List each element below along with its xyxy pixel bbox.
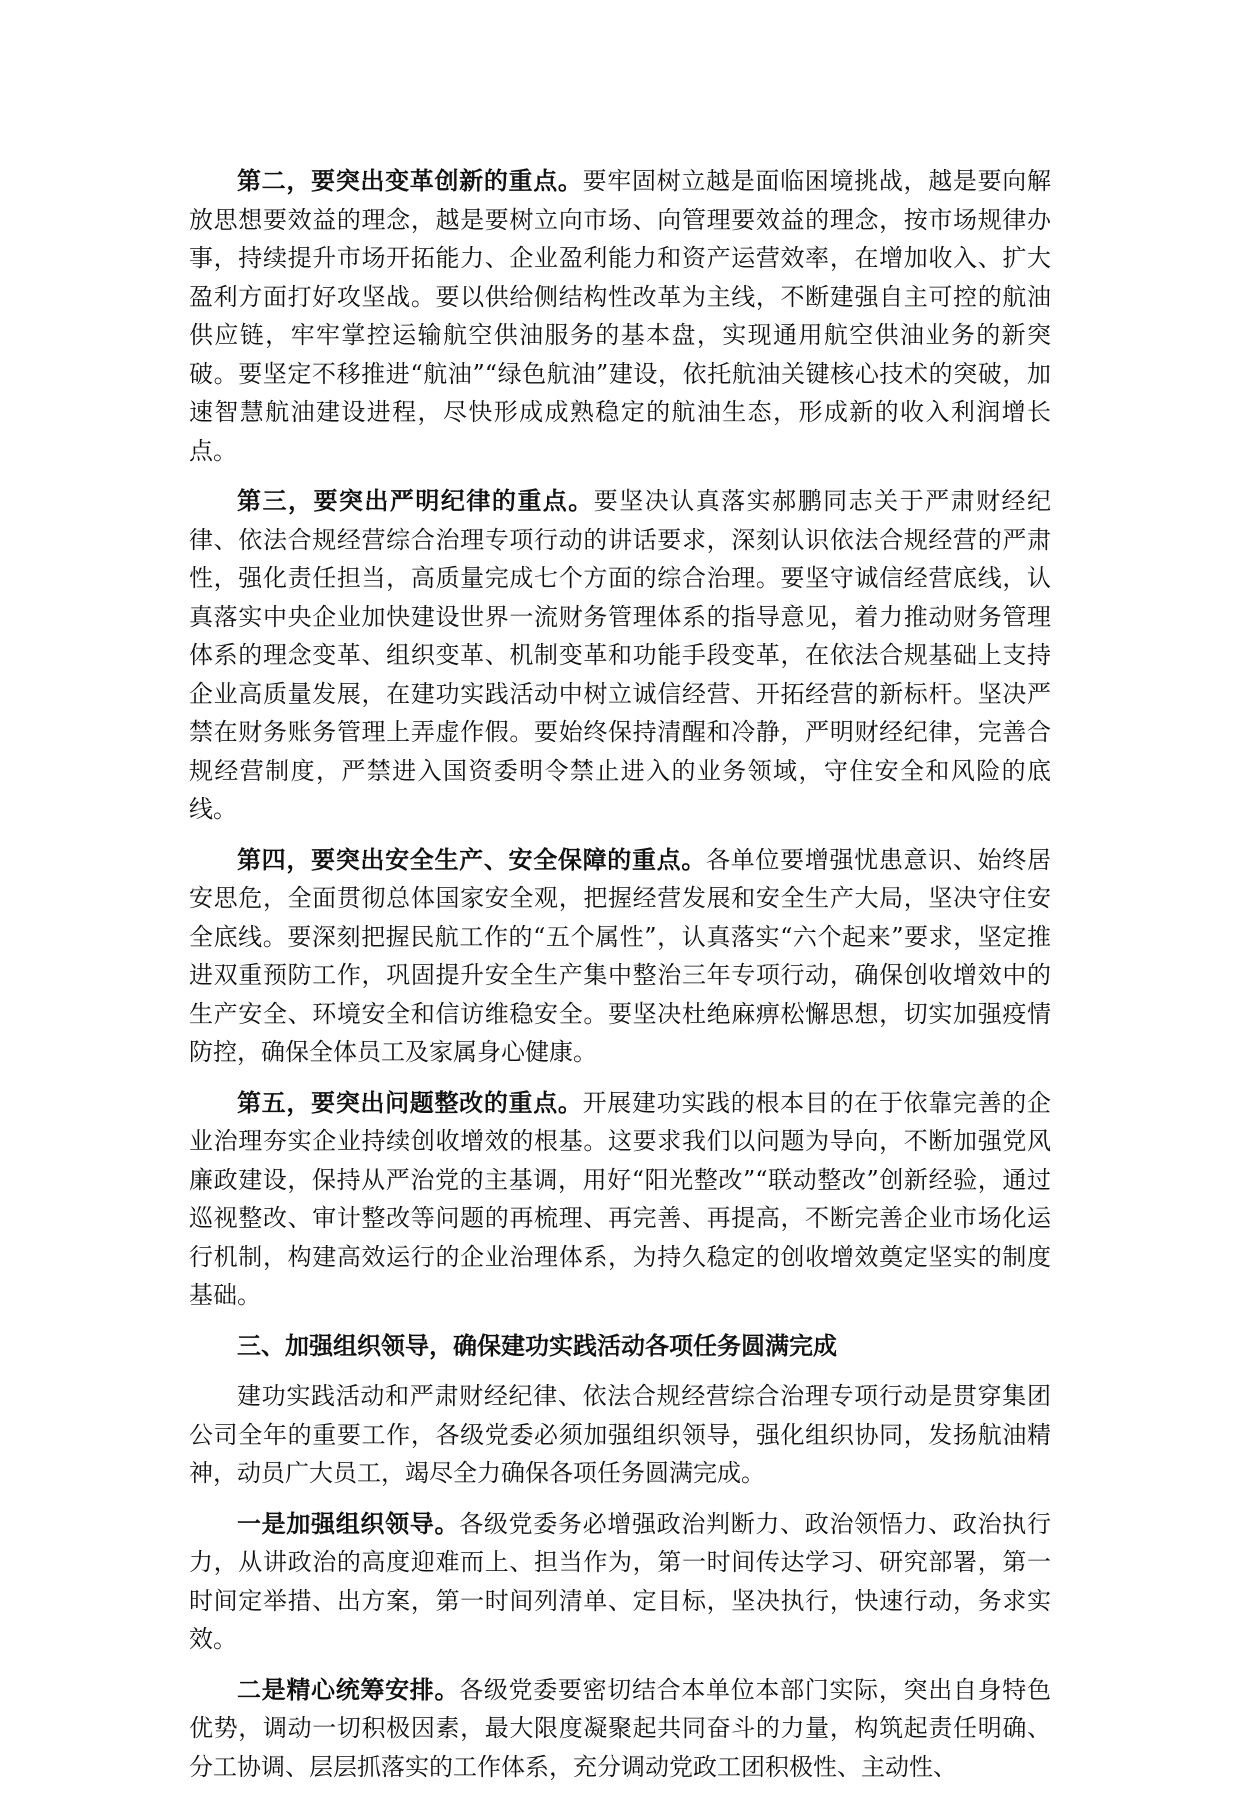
paragraph-text: 各单位要增强忧患意识、始终居安思危，全面贯彻总体国家安全观，把握经营发展和安全生产大局，坚决守住安全底线。要深刻把握民航工作的“五个属性”，认真落实“六个起来”要求，坚定推进双重预防工作，巩固提升安全生产集中整治三年专项行动，确保创收增效中的生产安全、环境安全和信访维稳安全。要坚决杜绝麻痹松懈思想，切实加强疫情防控，确保全体员工及家属身心健康。: [189, 845, 1051, 1066]
paragraph-lead: 第五，要突出问题整改的重点。: [237, 1087, 583, 1117]
paragraph-safety-production: [189, 841, 1051, 1072]
paragraph-text: 要坚决认真落实郝鹏同志关于严肃财经纪律、依法合规经营综合治理专项行动的讲话要求，深刻认识依法合规经营的严肃性，强化责任担当，高质量完成七个方面的综合治理。要坚守诚信经营底线，认真落实中央企业加快建设世界一流财务管理体系的指导意见，着力推动财务管理体系的理念变革、组织变革、机制变革和功能手段变革，在依法合规基础上支持企业高质量发展，在建功实践活动中树立诚信经营、开拓经营的新标杆。坚决严禁在财务账务管理上弄虚作假。要始终保持清醒和冷静，严明财经纪律，完善合规经营制度，严禁进入国资委明令禁止进入的业务领域，守住安全和风险的底线。: [189, 487, 1052, 823]
section-intro-paragraph: 建功实践活动和严肃财经纪律、依法合规经营综合治理专项行动是贯穿集团公司全年的重要工作，各级党委必须加强组织领导，强化组织协同，发扬航油精神，动员广大员工，竭尽全力确保各项任务圆满完成。: [189, 1382, 1051, 1487]
section-heading: 三、加强组织领导，确保建功实践活动各项任务圆满完成: [237, 1330, 837, 1360]
paragraph-overall-planning: [189, 1671, 1051, 1787]
paragraph-lead: 二是精心统筹安排。: [237, 1674, 460, 1704]
paragraph-lead: 一是加强组织领导。: [237, 1508, 460, 1538]
paragraph-lead: 第四，要突出安全生产、安全保障的重点。: [237, 844, 707, 874]
paragraph-problem-rectification: [189, 1084, 1051, 1315]
paragraph-text: 要牢固树立越是面临困境挑战，越是要向解放思想要效益的理念，越是要树立向市场、向管理要效益的理念，按市场规律办事，持续提升市场开拓能力、企业盈利能力和资产运营效率，在增加收入、扩大盈利方面打好攻坚战。要以供给侧结构性改革为主线，不断建强自主可控的航油供应链，牢牢掌控运输航空供油服务的基本盘，实现通用航空供油业务的新突破。要坚定不移推进“航油”“绿色航油”建设，依托航油关键核心技术的突破，加速智慧航油建设进程，尽快形成成熟稳定的航油生态，形成新的收入利润增长点。: [189, 167, 1051, 465]
paragraph-text: 各级党委要密切结合本单位本部门实际，突出自身特色优势，调动一切积极因素，最大限度凝聚起共同奋斗的力量，构筑起责任明确、分工协调、层层抓落实的工作体系，充分调动党政工团积极性、主动性、: [189, 1675, 1051, 1781]
paragraph-text: 开展建功实践的根本目的在于依靠完善的企业治理夯实企业持续创收增效的根基。这要求我们以问题为导向，不断加强党风廉政建设，保持从严治党的主基调，用好“阳光整改”“联动整改”创新经验，通过巡视整改、审计整改等问题的再梳理、再完善、再提高，不断完善企业市场化运行机制，构建高效运行的企业治理体系，为持久稳定的创收增效奠定坚实的制度基础。: [189, 1088, 1051, 1309]
paragraph-lead: 第三，要突出严明纪律的重点。: [237, 486, 594, 515]
document-body: [189, 162, 1051, 1798]
paragraph-strict-discipline: [189, 482, 1051, 829]
paragraph-reform-innovation: [189, 162, 1051, 470]
paragraph-lead: 第二，要突出变革创新的重点。: [237, 166, 583, 195]
paragraph-organization-leadership: [189, 1505, 1051, 1659]
paragraph-text: 各级党委务必增强政治判断力、政治领悟力、政治执行力，从讲政治的高度迎难而上、担当作为，第一时间传达学习、研究部署，第一时间定举措、出方案，第一时间列清单、定目标，坚决执行，快速行动，务求实效。: [189, 1509, 1051, 1653]
